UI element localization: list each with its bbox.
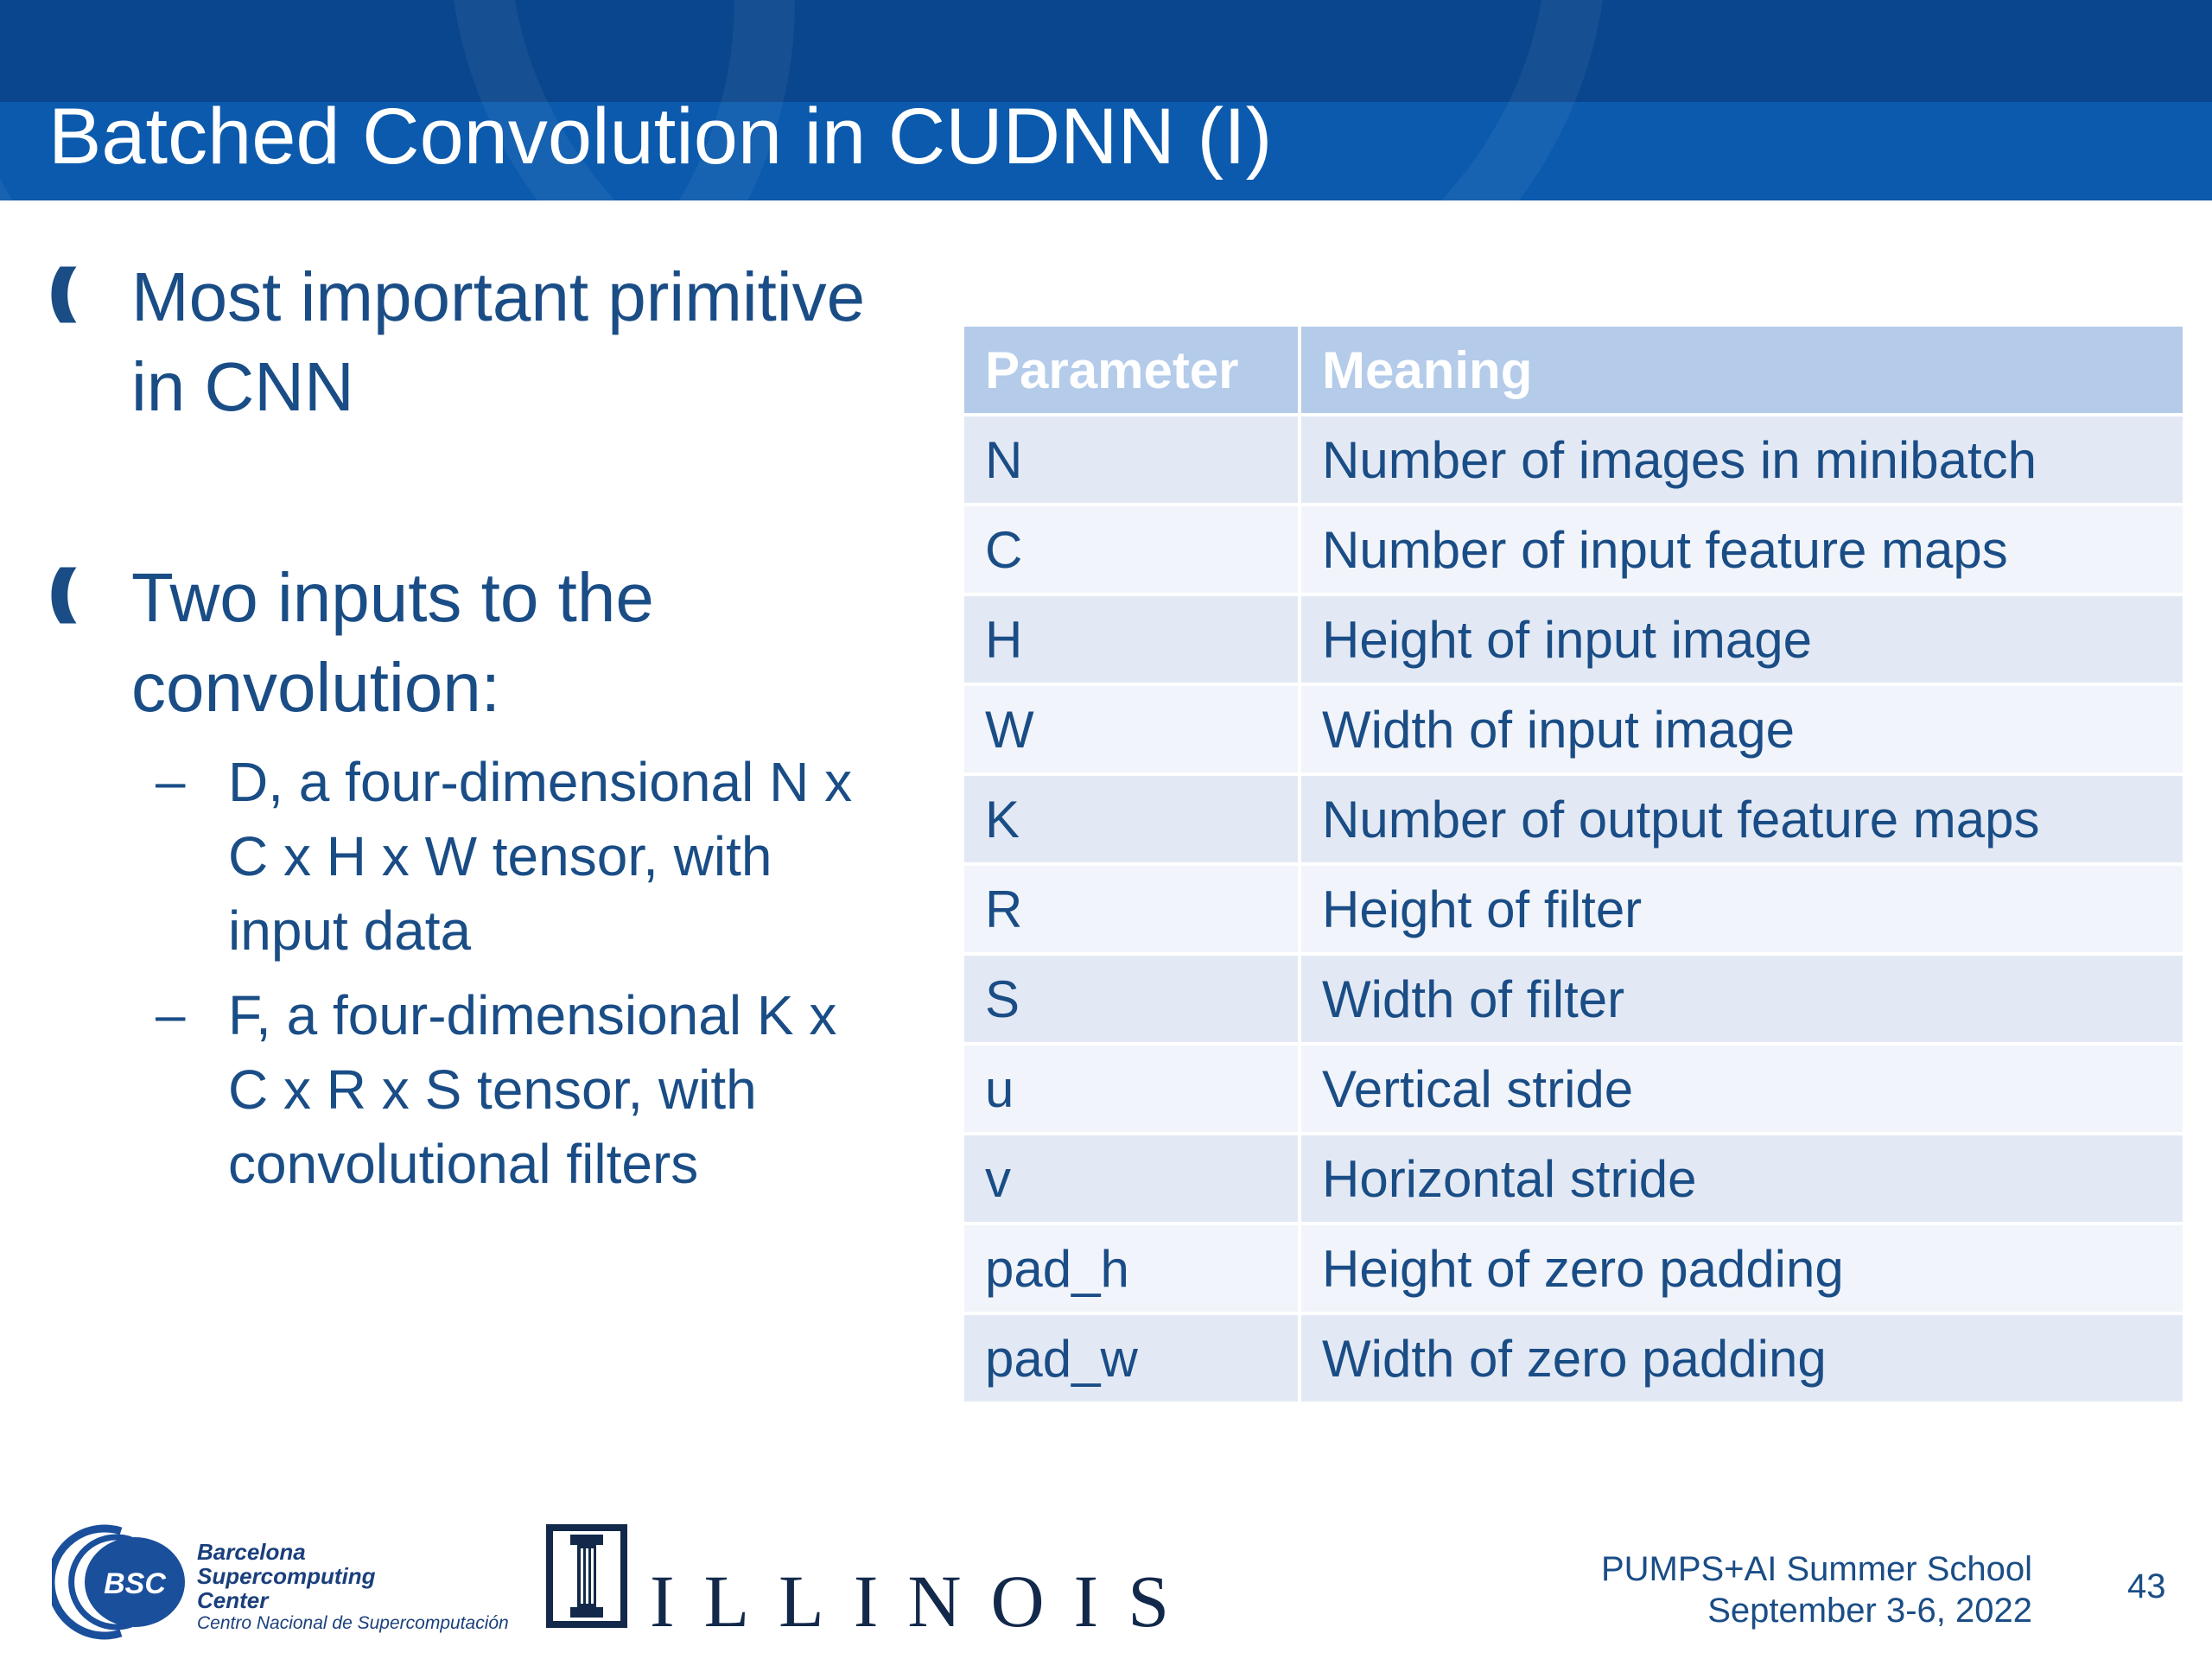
- table-row: [964, 686, 2183, 772]
- table-header-parameter: Parameter: [964, 327, 1298, 413]
- bsc-name-line: Barcelona: [197, 1539, 306, 1565]
- table-cell-meaning: Number of output feature maps: [1301, 776, 2183, 862]
- illinois-wordmark: ILLINOIS: [650, 1560, 1199, 1643]
- bullet-line: Most important primitive: [131, 258, 866, 335]
- table-cell-meaning: Number of input feature maps: [1301, 506, 2183, 593]
- table-header-row: [964, 327, 2183, 413]
- table-row: [964, 776, 2183, 862]
- bsc-badge-text: BSC: [104, 1567, 166, 1600]
- bullet-2: [48, 553, 947, 743]
- sub-bullet-d: [156, 745, 933, 978]
- sub-bullet-text: [228, 978, 1006, 1201]
- sub-bullet-line: D, a four-dimensional N x: [228, 751, 853, 813]
- table-cell-parameter: C: [964, 506, 1298, 593]
- table-cell-parameter: R: [964, 866, 1298, 952]
- table-cell-parameter: pad_h: [964, 1225, 1298, 1312]
- bsc-logo-icon: [52, 1524, 190, 1640]
- slide-title: Batched Convolution in CUDNN (I): [48, 92, 1273, 181]
- sub-bullet-line: C x H x W tensor, with: [228, 825, 772, 887]
- sub-bullet-line: convolutional filters: [228, 1133, 699, 1195]
- page-number: 43: [2127, 1567, 2166, 1605]
- table-row: [964, 1135, 2183, 1222]
- table-cell-parameter: W: [964, 686, 1298, 772]
- table-header-meaning: Meaning: [1301, 327, 2183, 413]
- table-row: [964, 596, 2183, 683]
- table-cell-parameter: v: [964, 1135, 1298, 1222]
- bsc-name-line: Supercomputing: [197, 1563, 376, 1589]
- table-cell-parameter: pad_w: [964, 1315, 1298, 1402]
- sub-bullet-dash: –: [156, 985, 186, 1045]
- table-cell-parameter: K: [964, 776, 1298, 862]
- sub-bullet-text: [228, 745, 1006, 968]
- sub-bullet-line: F, a four-dimensional K x: [228, 984, 837, 1046]
- table-cell-parameter: H: [964, 596, 1298, 683]
- table-row: [964, 1315, 2183, 1402]
- bullet-text: [131, 252, 865, 432]
- illinois-column-icon: [570, 1535, 603, 1618]
- sub-bullet-f: [156, 978, 933, 1211]
- table-cell-meaning: Width of zero padding: [1301, 1315, 2183, 1402]
- bullet-marker: ((: [48, 256, 65, 323]
- bullet-line: Two inputs to the: [131, 559, 654, 636]
- footer-event-line: September 3-6, 2022: [1707, 1592, 2032, 1630]
- table-row: [964, 956, 2183, 1042]
- bullet-1: [48, 252, 947, 442]
- table-cell-meaning: Vertical stride: [1301, 1046, 2183, 1132]
- bsc-subtitle: Centro Nacional de Supercomputación: [197, 1613, 509, 1633]
- table-cell-meaning: Height of input image: [1301, 596, 2183, 683]
- sub-bullet-line: C x R x S tensor, with: [228, 1058, 757, 1121]
- footer-event-line: PUMPS+AI Summer School: [1600, 1550, 2032, 1588]
- parameter-table: [964, 327, 2183, 1402]
- table-cell-meaning: Width of input image: [1301, 686, 2183, 772]
- sub-bullet-dash: –: [156, 752, 186, 811]
- table-row: [964, 1046, 2183, 1132]
- title-bar: [0, 0, 2212, 200]
- table-cell-meaning: Height of zero padding: [1301, 1225, 2183, 1312]
- table-cell-meaning: Width of filter: [1301, 956, 2183, 1042]
- table-row: [964, 506, 2183, 593]
- table-cell-meaning: Number of images in minibatch: [1301, 416, 2183, 503]
- table-cell-meaning: Height of filter: [1301, 866, 2183, 952]
- table-cell-meaning: Horizontal stride: [1301, 1135, 2183, 1222]
- table-row: [964, 1225, 2183, 1312]
- table-cell-parameter: u: [964, 1046, 1298, 1132]
- bullet-line: in CNN: [131, 348, 354, 425]
- bullet-marker: ((: [48, 556, 65, 624]
- table-row: [964, 416, 2183, 503]
- bsc-logo-text: [197, 1540, 509, 1635]
- table-cell-parameter: S: [964, 956, 1298, 1042]
- bullet-line: convolution:: [131, 649, 500, 726]
- bullet-text: [131, 553, 654, 733]
- bsc-name-line: Center: [197, 1587, 269, 1613]
- table-row: [964, 866, 2183, 952]
- footer-event: [1601, 1548, 2032, 1631]
- sub-bullet-line: input data: [228, 899, 472, 962]
- illinois-block-i-icon: [546, 1524, 627, 1628]
- table-cell-parameter: N: [964, 416, 1298, 503]
